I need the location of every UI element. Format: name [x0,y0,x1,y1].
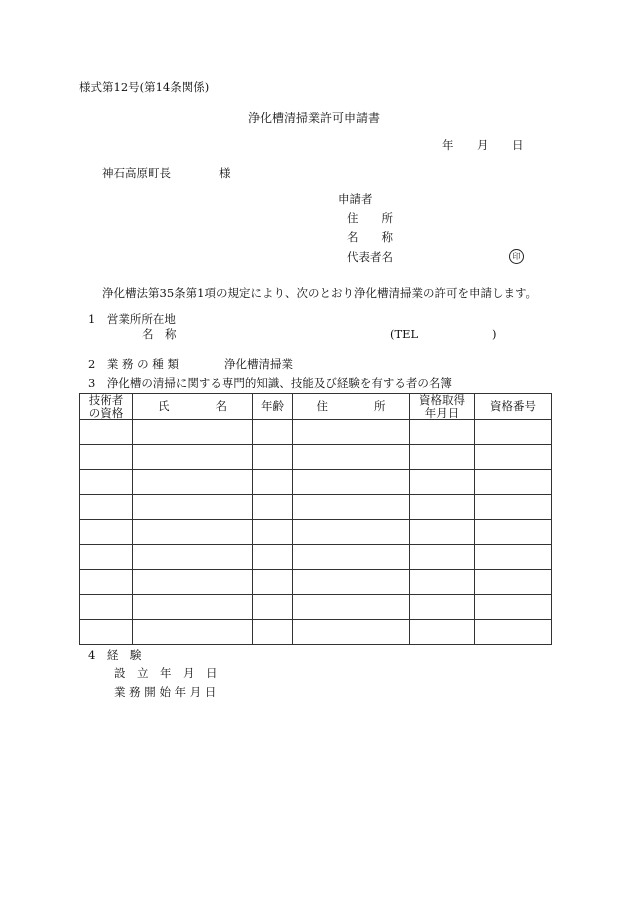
table-cell [80,620,133,645]
table-cell [410,520,475,545]
table-row [80,545,552,570]
table-cell [80,545,133,570]
header-name: 氏 名 [133,394,253,420]
table-cell [80,445,133,470]
addressee-name: 神石高原町長 [102,166,171,180]
section1-label: 1 営業所所在地 [88,312,176,326]
table-cell [253,420,293,445]
table-cell [80,520,133,545]
table-cell [475,445,552,470]
section1-tel-close: ) [492,327,497,341]
addressee-honorific: 様 [219,166,231,180]
header-acquisition-date: 資格取得 年月日 [410,394,475,420]
business-start-date-label: 業 務 開 始 年 月 日 [114,685,217,699]
table-cell [475,595,552,620]
table-cell [475,495,552,520]
table-cell [293,620,410,645]
table-cell [133,620,253,645]
table-cell [253,470,293,495]
table-row [80,520,552,545]
table-cell [475,520,552,545]
table-cell [133,545,253,570]
table-cell [253,620,293,645]
table-cell [133,420,253,445]
table-cell [410,545,475,570]
personnel-roster-table [79,393,552,645]
header-address: 住 所 [293,394,410,420]
table-cell [133,470,253,495]
table-cell [293,445,410,470]
established-date-label: 設 立 年 月 日 [114,666,218,680]
section3-label: 3 浄化槽の清掃に関する専門的知識、技能及び経験を有する者の名簿 [88,376,452,390]
table-cell [410,570,475,595]
table-cell [293,420,410,445]
table-cell [475,620,552,645]
table-cell [293,470,410,495]
table-row [80,445,552,470]
table-cell [253,445,293,470]
applicant-rep-label: 代表者名 [347,250,393,264]
table-cell [410,445,475,470]
table-cell [293,570,410,595]
section2-value: 浄化槽清掃業 [224,357,293,371]
seal-mark: 印 [509,249,524,264]
header-qualification: 技術者 の資格 [80,394,133,420]
section4-label: 4 経 験 [88,648,142,662]
table-row [80,420,552,445]
form-number: 様式第12号(第14条関係) [79,80,210,94]
header-license-number: 資格番号 [475,394,552,420]
table-cell [475,470,552,495]
table-cell [80,595,133,620]
table-cell [410,470,475,495]
table-cell [293,545,410,570]
table-cell [133,570,253,595]
table-cell [133,445,253,470]
table-header-row [80,394,552,420]
table-row [80,495,552,520]
table-cell [410,420,475,445]
table-cell [253,520,293,545]
table-row [80,470,552,495]
table-cell [475,545,552,570]
table-row [80,620,552,645]
table-row [80,570,552,595]
header-age: 年齢 [253,394,293,420]
table-cell [293,495,410,520]
table-cell [475,420,552,445]
table-cell [80,420,133,445]
table-cell [410,620,475,645]
page-title: 浄化槽清掃業許可申請書 [248,111,381,125]
applicant-address-label: 住 所 [347,211,393,225]
table-cell [293,595,410,620]
date-year-label: 年 [442,138,454,152]
section2-label: 2 業 務 の 種 類 [88,357,179,371]
table-cell [133,495,253,520]
table-cell [253,545,293,570]
table-cell [80,470,133,495]
date-month-label: 月 [477,138,489,152]
table-cell [410,595,475,620]
table-cell [133,595,253,620]
table-cell [475,570,552,595]
table-cell [410,495,475,520]
section1-tel-open: (TEL [390,327,419,341]
table-row [80,595,552,620]
table-cell [133,520,253,545]
table-cell [253,595,293,620]
table-cell [80,570,133,595]
date-day-label: 日 [512,138,524,152]
intro-text: 浄化槽法第35条第1項の規定により、次のとおり浄化槽清掃業の許可を申請します。 [102,286,538,300]
table-cell [80,495,133,520]
table-cell [293,520,410,545]
applicant-heading: 申請者 [338,192,373,206]
section1-name-label: 名 称 [142,327,177,341]
table-cell [253,495,293,520]
table-cell [253,570,293,595]
applicant-name-label: 名 称 [347,230,393,244]
